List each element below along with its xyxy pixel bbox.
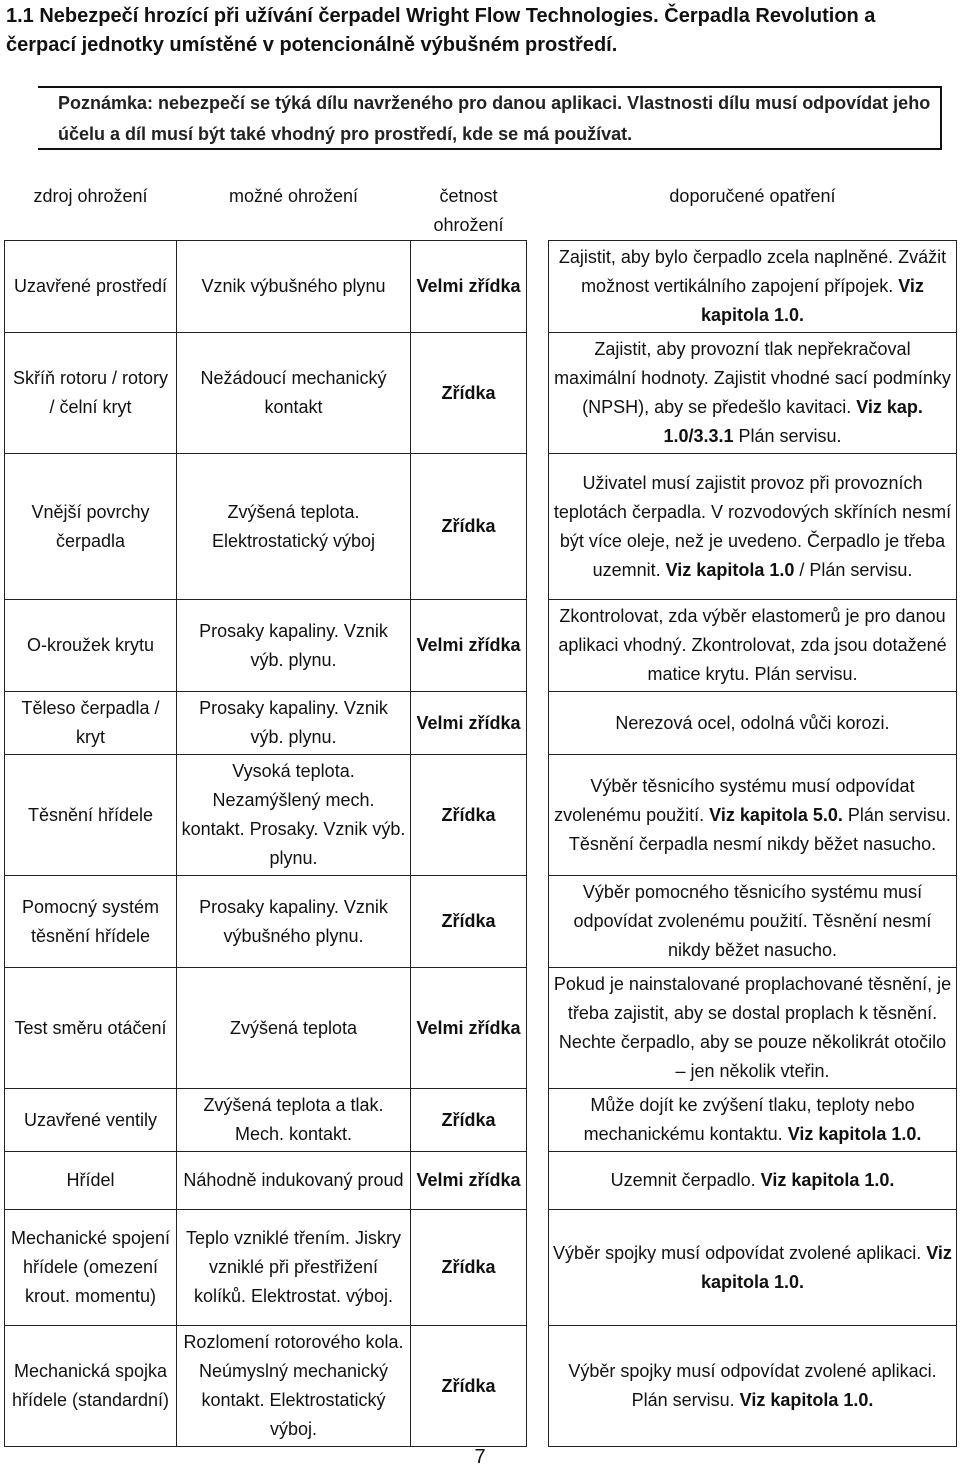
possible-hazard-cell: Prosaky kapaliny. Vznik výb. plynu. [177, 600, 411, 692]
measure-tail: Plán servisu. [733, 426, 842, 446]
possible-hazard-cell: Nežádoucí mechanický kontakt [177, 333, 411, 454]
page-number: 7 [474, 1446, 486, 1468]
table-row [5, 876, 957, 968]
header-hazard: možné ohrožení [228, 186, 359, 206]
spacer-cell [527, 1089, 549, 1152]
spacer-cell [527, 968, 549, 1089]
measure-text: Zajistit, aby provozní tlak nepřekračoval maximální hodnoty. Zajistit vhodné sací podmínky (NPSH), aby se předešlo kavitaci. [554, 339, 951, 417]
hazard-source-cell: Skříň rotoru / rotory / čelní kryt [5, 333, 177, 454]
spacer-cell [527, 1210, 549, 1326]
measure-reference: Viz kapitola 1.0. [700, 1242, 952, 1292]
recommended-measure-cell [549, 876, 957, 968]
recommended-measure-cell [549, 692, 957, 755]
spacer-cell [527, 692, 549, 755]
frequency-cell: Zřídka [411, 876, 527, 968]
hazard-source-cell: Test směru otáčení [5, 968, 177, 1089]
frequency-cell: Velmi zřídka [411, 600, 527, 692]
hazard-source-cell: Těsnění hřídele [5, 755, 177, 876]
frequency-cell: Zřídka [411, 1089, 527, 1152]
header-measure: doporučené opatření [669, 186, 836, 206]
table-row [5, 692, 957, 755]
note-box: Poznámka: nebezpečí se týká dílu navrženého pro danou aplikaci. Vlastnosti dílu musí odpovídat jeho účelu a díl musí být také vhodný pro prostředí, kde se má používat. [38, 86, 942, 150]
table-row [5, 333, 957, 454]
measure-reference: Viz kapitola 1.0. [760, 1170, 895, 1190]
table-header-row [5, 182, 957, 241]
possible-hazard-cell: Zvýšená teplota a tlak. Mech. kontakt. [177, 1089, 411, 1152]
possible-hazard-cell: Vysoká teplota. Nezamýšlený mech. kontakt. Prosaky. Vznik výb. plynu. [177, 755, 411, 876]
frequency-cell: Velmi zřídka [411, 241, 527, 333]
measure-text: Uživatel musí zajistit provoz při provozních teplotách čerpadla. V rozvodových skříních nesmí být více oleje, než je uvedeno. Čerpadlo je třeba uzemnit. [553, 472, 952, 580]
recommended-measure-cell [549, 1326, 957, 1447]
measure-text: Výběr spojky musí odpovídat zvolené aplikaci. [553, 1242, 927, 1263]
measure-text: Zkontrolovat, zda výběr elastomerů je pro danou aplikaci vhodný. Zkontrolovat, zda jsou dotažené matice krytu. Plán servisu. [558, 606, 947, 684]
recommended-measure-cell [549, 241, 957, 333]
header-frequency: četnost ohrožení [433, 186, 504, 235]
hazard-source-cell: Mechanická spojka hřídele (standardní) [5, 1326, 177, 1447]
hazard-table [4, 182, 957, 1447]
recommended-measure-cell [549, 755, 957, 876]
hazard-source-cell: Uzavřené ventily [5, 1089, 177, 1152]
measure-text: Uzemnit čerpadlo. [610, 1170, 761, 1190]
frequency-cell: Zřídka [411, 454, 527, 600]
frequency-cell: Velmi zřídka [411, 692, 527, 755]
spacer-cell [527, 1152, 549, 1210]
measure-tail: / Plán servisu. [794, 559, 913, 580]
measure-text: Výběr těsnicího systému musí odpovídat zvolenému použití. [554, 775, 915, 825]
measure-reference: Viz kapitola 5.0. [709, 804, 843, 825]
table-row [5, 241, 957, 333]
measure-text: Může dojít ke zvýšení tlaku, teploty nebo mechanickému kontaktu. [583, 1095, 915, 1144]
spacer-cell [527, 876, 549, 968]
spacer-cell [527, 454, 549, 600]
hazard-source-cell: Hřídel [5, 1152, 177, 1210]
recommended-measure-cell [549, 600, 957, 692]
measure-reference: Viz kapitola 1.0 [665, 559, 795, 580]
table-row [5, 1326, 957, 1447]
measure-tail: Plán servisu. Těsnění čerpadla nesmí nikdy běžet nasucho. [568, 804, 951, 854]
hazard-source-cell: Vnější povrchy čerpadla [5, 454, 177, 600]
table-row [5, 1210, 957, 1326]
measure-reference: Viz kap. 1.0/3.3.1 [663, 397, 923, 446]
table-row [5, 755, 957, 876]
table-row [5, 968, 957, 1089]
table-row [5, 1089, 957, 1152]
recommended-measure-cell [549, 968, 957, 1089]
frequency-cell: Zřídka [411, 1326, 527, 1447]
measure-text: Pokud je nainstalované proplachované těsnění, je třeba zajistit, aby se dostal proplach k těsnění. Nechte čerpadlo, aby se pouze několikrát otočilo – jen několik vteřin. [553, 974, 952, 1081]
possible-hazard-cell: Rozlomení rotorového kola. Neúmyslný mechanický kontakt. Elektrostatický výboj. [177, 1326, 411, 1447]
table-row [5, 600, 957, 692]
spacer-cell [527, 1326, 549, 1447]
measure-text: Výběr spojky musí odpovídat zvolené aplikaci. Plán servisu. [568, 1361, 937, 1410]
measure-text: Nerezová ocel, odolná vůči korozi. [615, 712, 890, 733]
possible-hazard-cell: Prosaky kapaliny. Vznik výb. plynu. [177, 692, 411, 755]
recommended-measure-cell [549, 1089, 957, 1152]
measure-reference: Viz kapitola 1.0. [739, 1390, 874, 1410]
frequency-cell: Zřídka [411, 755, 527, 876]
possible-hazard-cell: Zvýšená teplota [177, 968, 411, 1089]
frequency-cell: Zřídka [411, 1210, 527, 1326]
possible-hazard-cell: Zvýšená teplota. Elektrostatický výboj [177, 454, 411, 600]
hazard-source-cell: O-kroužek krytu [5, 600, 177, 692]
possible-hazard-cell: Vznik výbušného plynu [177, 241, 411, 333]
table-row [5, 1152, 957, 1210]
possible-hazard-cell: Náhodně indukovaný proud [177, 1152, 411, 1210]
possible-hazard-cell: Prosaky kapaliny. Vznik výbušného plynu. [177, 876, 411, 968]
spacer-cell [527, 241, 549, 333]
section-title: 1.1 Nebezpečí hrozící při užívání čerpadel Wright Flow Technologies. Čerpadla Revolution a čerpací jednotky umístěné v potencionálně výbušném prostředí. [6, 5, 876, 56]
table-row [5, 454, 957, 600]
frequency-cell: Velmi zřídka [411, 968, 527, 1089]
measure-reference: Viz kapitola 1.0. [787, 1124, 922, 1144]
recommended-measure-cell [549, 333, 957, 454]
spacer-cell [527, 333, 549, 454]
possible-hazard-cell: Teplo vzniklé třením. Jiskry vzniklé při přestřižení kolíků. Elektrostat. výboj. [177, 1210, 411, 1326]
hazard-source-cell: Uzavřené prostředí [5, 241, 177, 333]
header-source: zdroj ohrožení [33, 186, 148, 206]
hazard-source-cell: Těleso čerpadla / kryt [5, 692, 177, 755]
recommended-measure-cell [549, 1152, 957, 1210]
hazard-source-cell: Pomocný systém těsnění hřídele [5, 876, 177, 968]
measure-reference: Viz kapitola 1.0. [700, 276, 924, 325]
measure-text: Výběr pomocného těsnicího systému musí odpovídat zvolenému použití. Těsnění nesmí nikdy běžet nasucho. [573, 882, 932, 960]
spacer-cell [527, 600, 549, 692]
recommended-measure-cell [549, 454, 957, 600]
recommended-measure-cell [549, 1210, 957, 1326]
hazard-source-cell: Mechanické spojení hřídele (omezení krout. momentu) [5, 1210, 177, 1326]
spacer-cell [527, 755, 549, 876]
frequency-cell: Zřídka [411, 333, 527, 454]
frequency-cell: Velmi zřídka [411, 1152, 527, 1210]
measure-text: Zajistit, aby bylo čerpadlo zcela naplněné. Zvážit možnost vertikálního zapojení přípojek. [558, 247, 947, 296]
